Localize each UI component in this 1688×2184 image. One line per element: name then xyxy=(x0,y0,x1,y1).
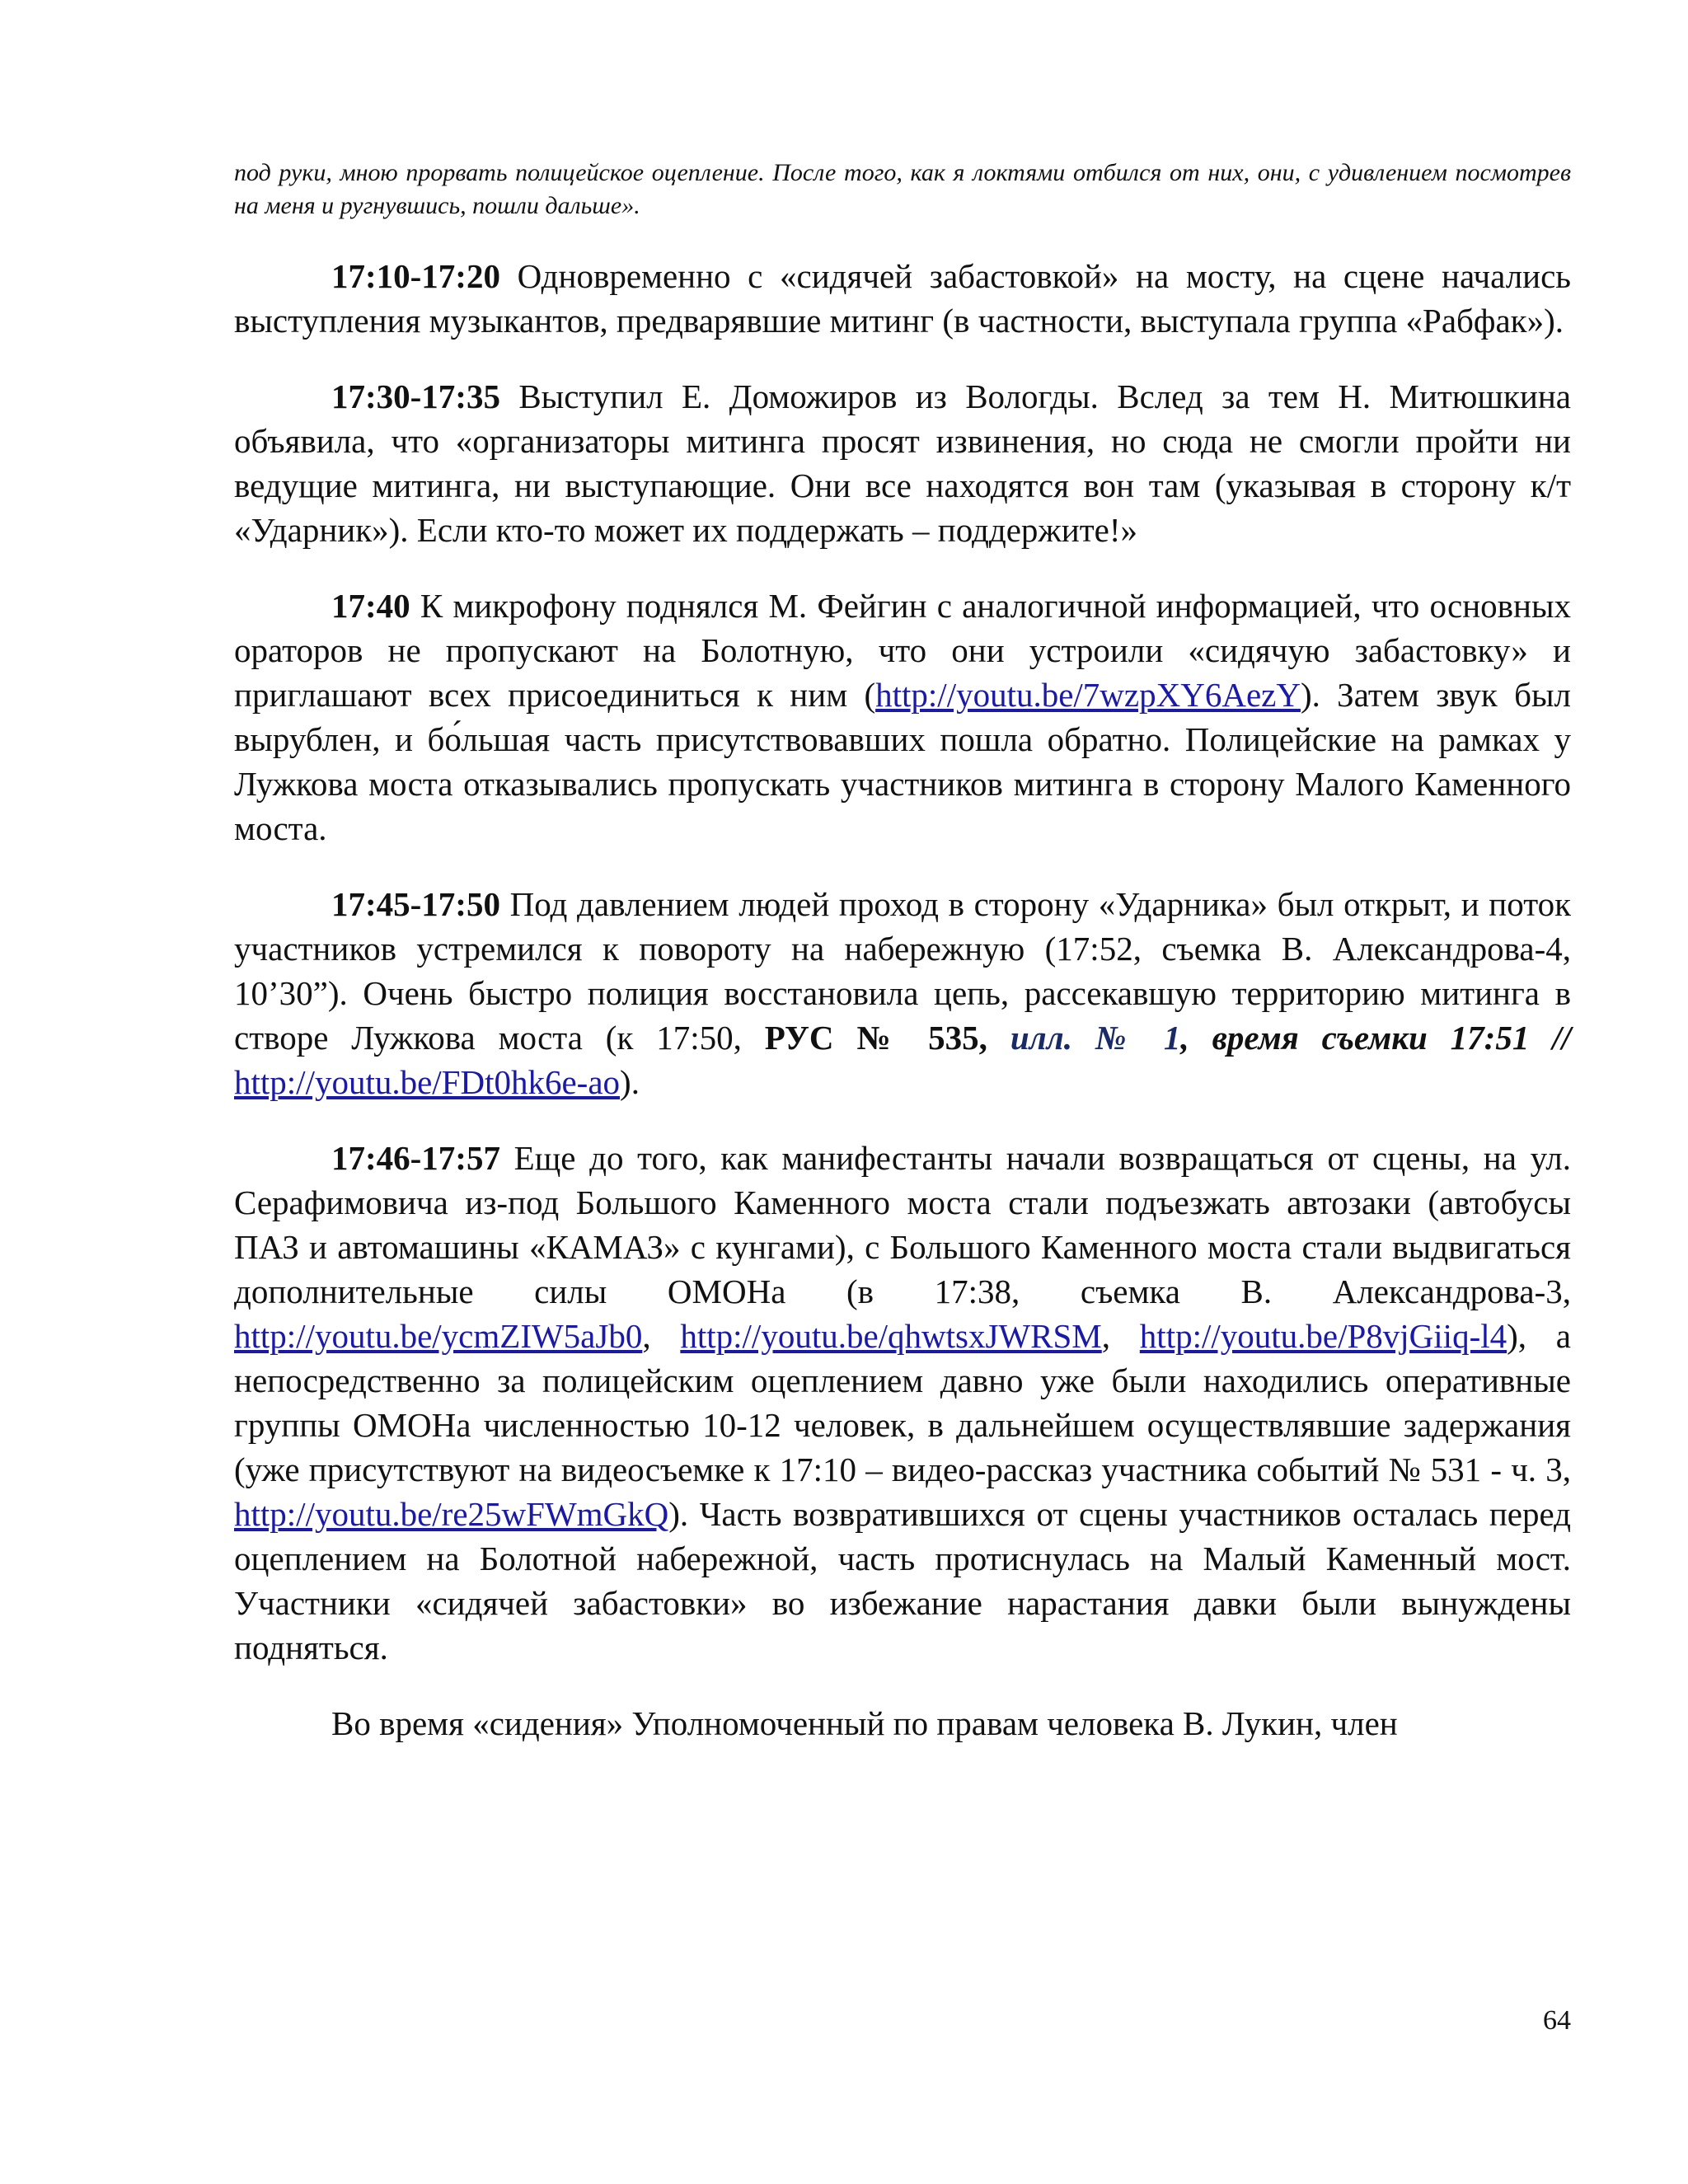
paragraph-text: ). Затем звук был вырублен, и бо́льшая часть присутствовавших пошла обратно. Полицейские на рамках у Лужкова моста отказывались пропускать участников митинга в сторону Малого Каменного моста. xyxy=(234,676,1571,847)
paragraph-text: Во время «сидения» Уполномоченный по правам человека В. Лукин, член xyxy=(331,1704,1398,1742)
paragraph-text: К микрофону поднялся М. Фейгин с аналогичной информацией, что основных ораторов не пропускают на Болотную, что они устроили «сидячую забастовку» и приглашают всех присоединиться к ним ( xyxy=(234,587,1571,714)
paragraph-text: ). Часть возвратившихся от сцены участников осталась перед оцеплением на Болотной набережной, часть протиснулась на Малый Каменный мост. Участники «сидячей забастовки» во избежание нарастания давки были вынуждены подняться. xyxy=(234,1495,1571,1666)
youtube-link[interactable]: http://youtu.be/qhwtsxJWRSM xyxy=(680,1317,1102,1355)
paragraph-lukin xyxy=(234,1701,1571,1746)
paragraph-1710 xyxy=(234,254,1571,343)
ref-bold: РУС № 535, xyxy=(764,1019,987,1057)
paragraph-text: ). xyxy=(620,1063,640,1101)
paragraph-1745 xyxy=(234,882,1571,1104)
youtube-link[interactable]: http://youtu.be/ycmZIW5aJb0 xyxy=(234,1317,643,1355)
youtube-link[interactable]: http://youtu.be/re25wFWmGkQ xyxy=(234,1495,669,1533)
paragraph-text: Одновременно с «сидячей забастовкой» на мосту, на сцене начались выступления музыкантов, предварявшие митинг (в частности, выступала группа «Рабфак»). xyxy=(234,257,1571,340)
paragraph-text: Еще до того, как манифестанты начали возвращаться от сцены, на ул. Серафимовича из-под Большого Каменного моста стали подъезжать автозаки (автобусы ПАЗ и автомашины «КАМАЗ» с кунгами), с Большого Каменного моста стали выдвигаться дополнительные силы ОМОНа (в 17:38, съемка В. Александрова-3, xyxy=(234,1139,1571,1310)
paragraph-text: Под давлением людей проход в сторону «Ударника» был открыт, и поток участников устремился к повороту на набережную (17:52, съемка В. Александрова-4, 10’30”). Очень быстро полиция восстановила цепь, рассекавшую территорию митинга в створе Лужкова моста (к 17:50, xyxy=(234,885,1571,1057)
paragraph-1740 xyxy=(234,583,1571,851)
youtube-link[interactable]: http://youtu.be/FDt0hk6e-ao xyxy=(234,1063,621,1101)
time-label: 17:45-17:50 xyxy=(331,885,500,923)
time-label: 17:40 xyxy=(331,587,410,625)
page-content xyxy=(234,157,1571,1777)
separator: // xyxy=(1529,1019,1572,1057)
paragraph-text: Выступил Е. Доможиров из Вологды. Вслед за тем Н. Митюшкина объявила, что «организаторы митинга просят извинения, но сюда не смогли пройти ни ведущие митинга, ни выступающие. Они все находятся вон там (указывая в сторону к/т «Ударник»). Если кто-то может их поддержать – поддержите!» xyxy=(234,377,1571,549)
separator: , xyxy=(1101,1317,1140,1355)
illustration-ref[interactable]: илл. № 1 xyxy=(987,1019,1181,1057)
time-label: 17:46-17:57 xyxy=(331,1139,500,1177)
page-number: 64 xyxy=(1543,2005,1571,2036)
paragraph-1730 xyxy=(234,374,1571,552)
quote-fragment: под руки, мною прорвать полицейское оцепление. После того, как я локтями отбился от них, они, с удивлением посмотрев на меня и ругнувшись, пошли дальше». xyxy=(234,159,1571,219)
paragraph-text: ), а непосредственно за полицейским оцеплением давно уже были находились оперативные группы ОМОНа численностью 10-12 человек, в дальнейшем осуществлявшие задержания (уже присутствуют на видеосъемке к 17:10 – видео-рассказ участника событий № 531 - ч. 3, xyxy=(234,1317,1572,1488)
paragraph-1746 xyxy=(234,1136,1571,1670)
time-label: 17:30-17:35 xyxy=(331,377,500,415)
youtube-link[interactable]: http://youtu.be/7wzpXY6AezY xyxy=(875,676,1301,714)
youtube-link[interactable]: http://youtu.be/P8vjGiiq-l4 xyxy=(1139,1317,1507,1355)
time-label: 17:10-17:20 xyxy=(331,257,500,295)
separator: , xyxy=(642,1317,681,1355)
shooting-time: , время съемки 17:51 xyxy=(1180,1019,1530,1057)
